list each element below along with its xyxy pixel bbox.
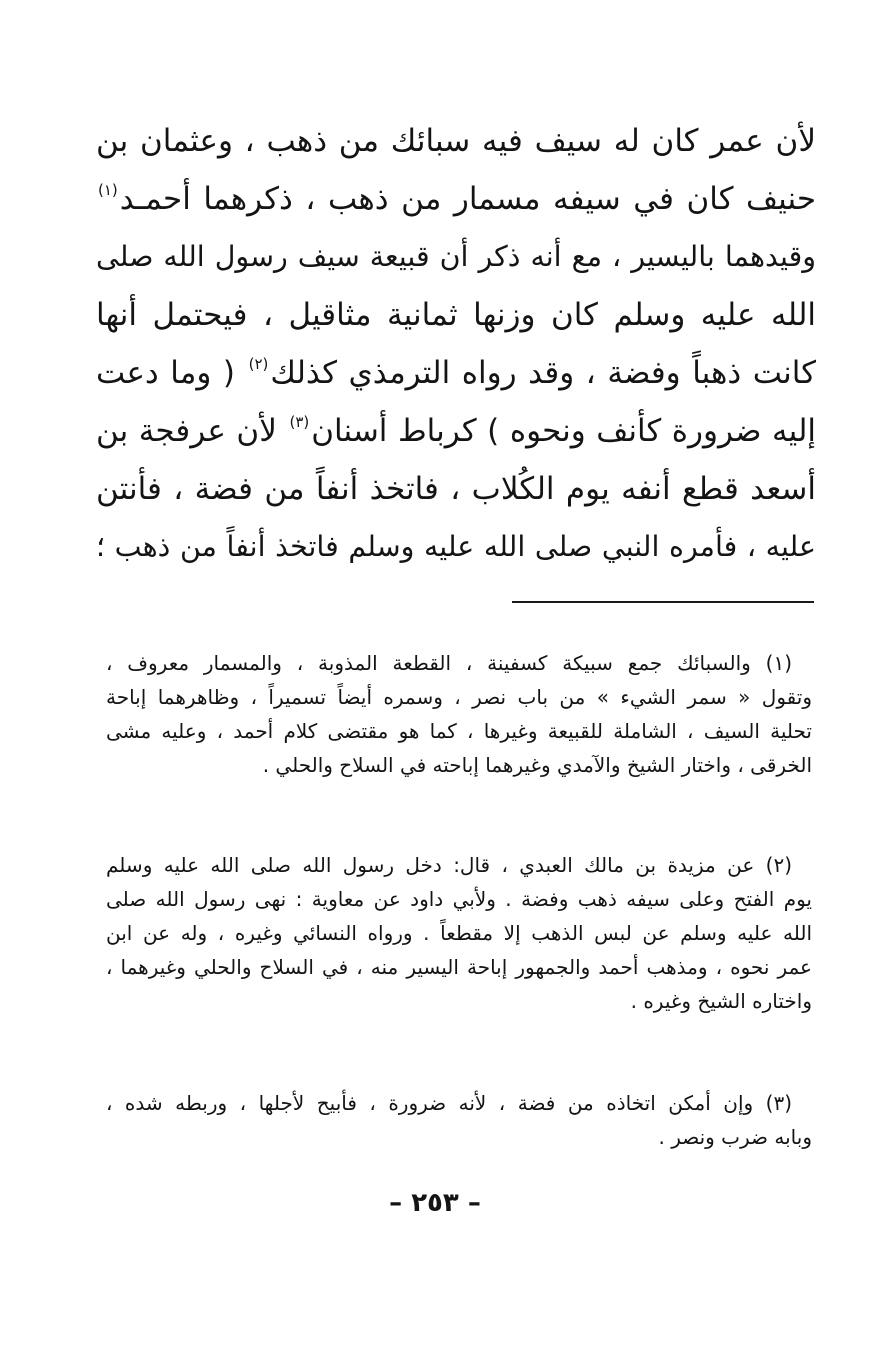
footnote-2 (106, 848, 812, 1018)
footnote-ref-2: (٢) (248, 355, 269, 373)
main-line-3: وقيدهما باليسير ، مع أنه ذكر أن قبيعة سيف رسول الله صلى (96, 240, 816, 273)
footnote-2-line-1: (٢) عن مزيدة بن مالك العبدي ، قال: دخل رسول الله صلى الله عليه وسلم (106, 853, 792, 877)
main-line-8: عليه ، فأمره النبي صلى الله عليه وسلم فاتخذ أنفاً من ذهب ؛ (96, 530, 816, 563)
main-line-4: الله عليه وسلم كان وزنها ثمانية مثاقيل ، فيحتمل أنها (96, 297, 816, 333)
footnote-2-line-4: عمر نحوه ، ومذهب أحمد والجمهور إباحة اليسير منه ، في السلاح والحلي وغيرهما ، (106, 955, 812, 979)
footnote-1-line-3: تحلية السيف ، الشاملة للقبيعة وغيرها ، كما هو مقتضى كلام أحمد ، وعليه مشى (106, 719, 812, 743)
footnote-ref-1: (١) (98, 181, 118, 199)
footnote-2-line-5: واختاره الشيخ وغيره . (630, 989, 812, 1013)
footnote-1-line-4: الخرقى ، واختار الشيخ والآمدي وغيرهما إباحته في السلاح والحلي . (262, 753, 812, 777)
main-line-5-text-after: ( وما دعت (96, 355, 235, 391)
footnote-ref-3: (٣) (289, 413, 310, 431)
page-number: – ٢٥٣ – (389, 1188, 481, 1218)
footnote-separator (512, 601, 814, 603)
main-line-2-text: حنيف كان في سيفه مسمار من ذهب ، ذكرهما أحمـد (119, 181, 816, 217)
footnote-3-line-1: (٣) وإن أمكن اتخاذه من فضة ، لأنه ضرورة ، فأبيح لأجلها ، وربطه شده ، (106, 1091, 792, 1115)
footnote-2-line-2: يوم الفتح وعلى سيفه ذهب وفضة . ولأبي داود عن معاوية : نهى رسول الله صلى (106, 887, 812, 911)
main-line-5 (96, 344, 816, 402)
footnote-2-line-3: الله عليه وسلم عن لبس الذهب إلا مقطعاً . ورواه النسائي وغيره ، وله عن ابن (106, 921, 812, 945)
footnote-1-line-2: وتقول « سمر الشيء » من باب نصر ، وسمره أيضاً تسميراً ، وظاهرهما إباحة (106, 685, 812, 709)
footnote-3 (106, 1086, 812, 1154)
footnote-1-line-1: (١) والسبائك جمع سبيكة كسفينة ، القطعة المذوبة ، والمسمار معروف ، (106, 651, 792, 675)
footnote-3-line-2: وبابه ضرب ونصر . (658, 1125, 812, 1149)
footnote-1 (106, 646, 812, 782)
main-line-1: لأن عمر كان له سيف فيه سبائك من ذهب ، وعثمان بن (96, 123, 816, 159)
main-line-6 (96, 402, 816, 460)
main-line-2 (96, 170, 816, 228)
main-line-6-text-before: إليه ضرورة كأنف ونحوه ) كرباط أسنان (311, 413, 816, 449)
main-text-block (96, 112, 816, 576)
main-line-7: أسعد قطع أنفه يوم الكُلاب ، فاتخذ أنفاً من فضة ، فأنتن (96, 471, 816, 507)
main-line-6-text-after: لأن عرفجة بن (96, 413, 277, 449)
main-line-5-text-before: كانت ذهباً وفضة ، وقد رواه الترمذي كذلك (270, 355, 816, 391)
